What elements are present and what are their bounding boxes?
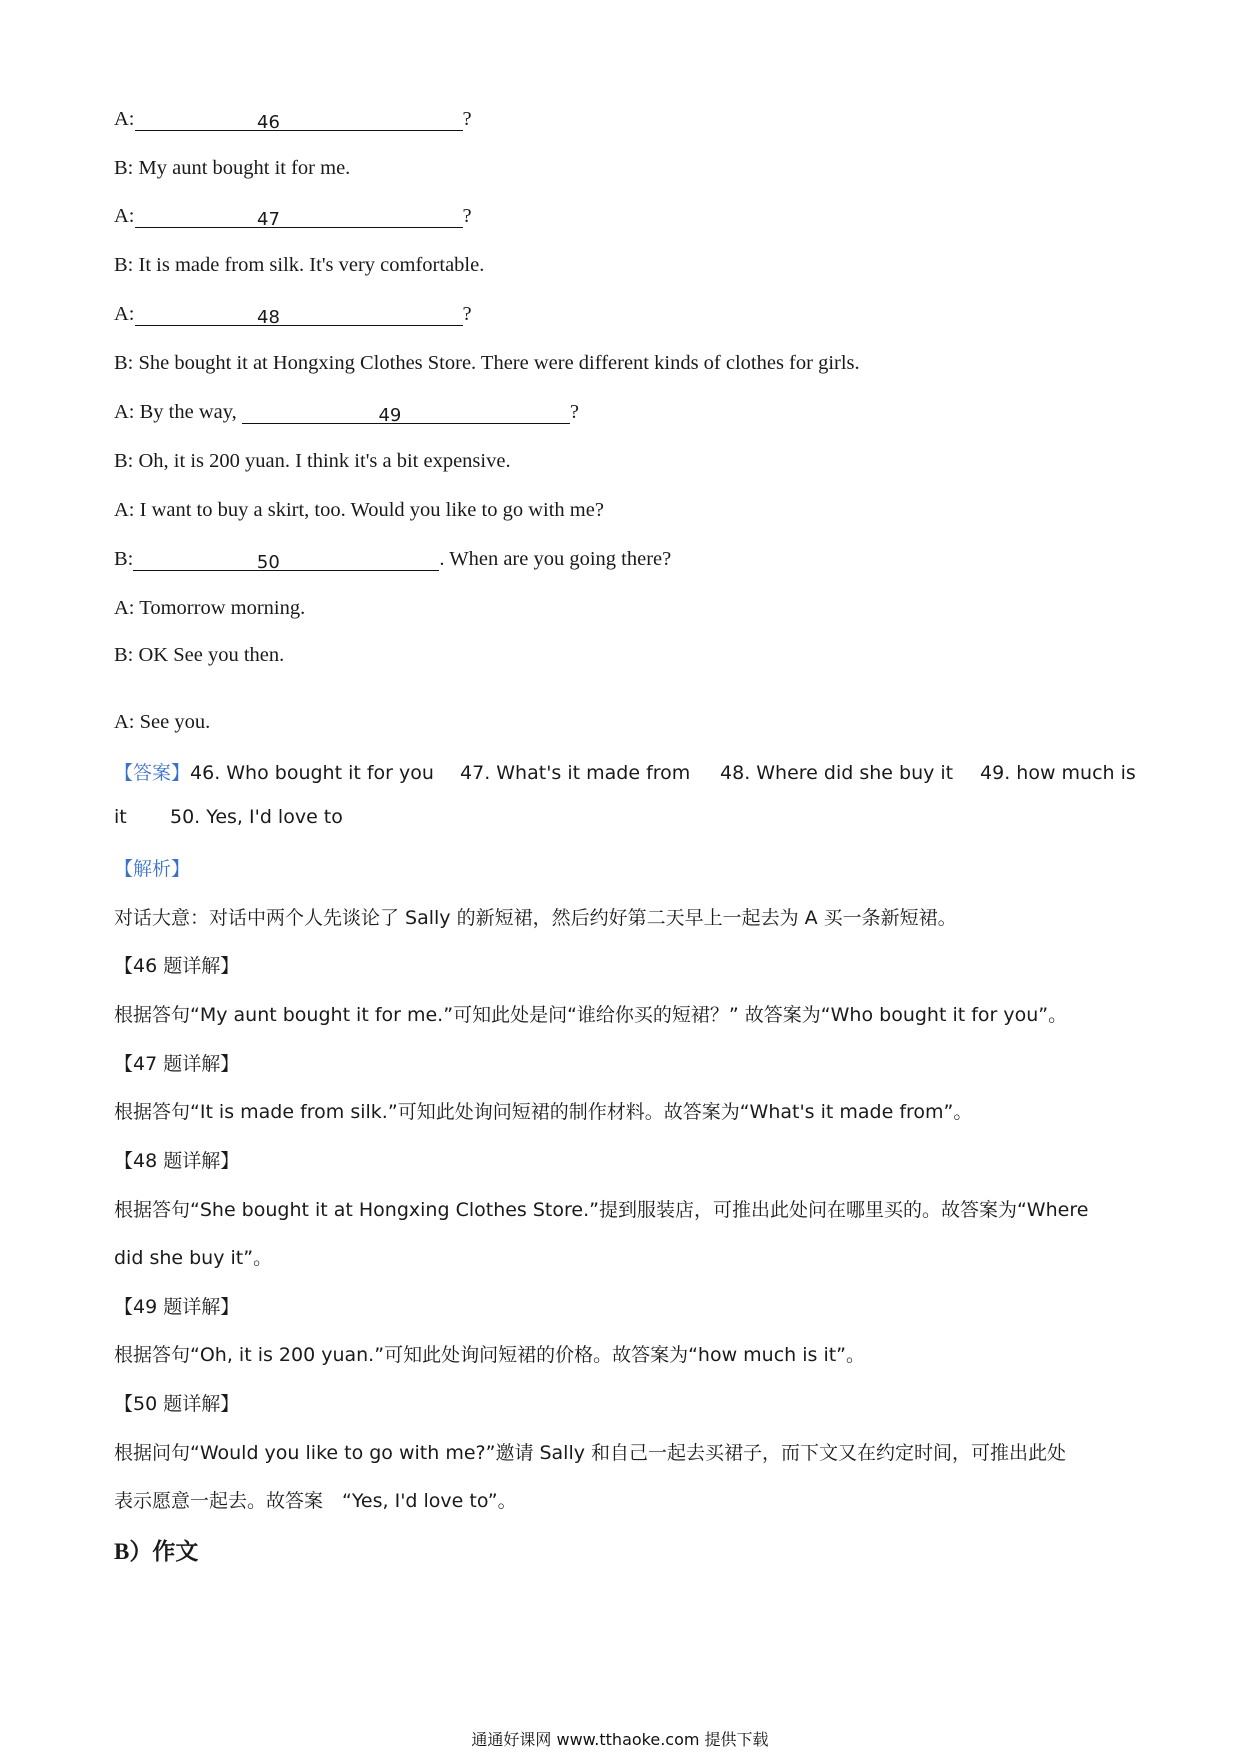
q48-text-continued: did she buy it”。 (114, 1247, 273, 1269)
answer-line (114, 758, 1136, 785)
dialogue-line-50 (114, 548, 671, 571)
dialogue-line: A: I want to buy a skirt, too. Would you like to go with me? (114, 499, 604, 521)
blank-number: 46 (257, 112, 280, 133)
answer-blank-50[interactable] (133, 548, 439, 571)
dialogue-line: B: It is made from silk. It's very comfortable. (114, 254, 485, 276)
analysis-label: 【解析】 (114, 858, 191, 880)
answer-46: 46. Who bought it for you (190, 762, 434, 784)
q48-text: 根据答句“She bought it at Hongxing Clothes Store.”提到服装店，可推出此处问在哪里买的。故答案为“Where (114, 1199, 1089, 1221)
speaker-label: A: (114, 303, 135, 325)
q49-text: 根据答句“Oh, it is 200 yuan.”可知此处询问短裙的价格。故答案为“how much is it”。 (114, 1344, 866, 1366)
dialogue-line: A: Tomorrow morning. (114, 597, 306, 619)
answer-blank-47[interactable] (135, 205, 463, 228)
dialogue-line-48 (114, 303, 472, 326)
answer-blank-48[interactable] (135, 303, 463, 326)
speaker-label: B: (114, 548, 134, 570)
speaker-label: A: (114, 205, 135, 227)
answer-48: 48. Where did she buy it (720, 762, 954, 784)
dialogue-line: B: Oh, it is 200 yuan. I think it's a bit expensive. (114, 450, 511, 472)
dialogue-line: B: My aunt bought it for me. (114, 157, 351, 179)
line-end: . When are you going there? (439, 548, 672, 570)
q46-text: 根据答句“My aunt bought it for me.”可知此处是问“谁给你买的短裙？” 故答案为“Who bought it for you”。 (114, 1004, 1068, 1026)
line-end: ? (462, 205, 472, 227)
analysis-summary: 对话大意：对话中两个人先谈论了 Sally 的新短裙，然后约好第二天早上一起去为 A 买一条新短裙。 (114, 907, 957, 929)
dialogue-line-49 (114, 401, 579, 424)
blank-number: 50 (256, 552, 280, 573)
q46-title: 【46 题详解】 (114, 955, 240, 977)
line-end: ? (462, 303, 472, 325)
q50-text-continued: 表示愿意一起去。故答案 “Yes, I'd love to”。 (114, 1490, 517, 1512)
answer-49-end: it (114, 806, 127, 828)
q50-title: 【50 题详解】 (114, 1393, 240, 1415)
section-b-heading: B）作文 (114, 1539, 199, 1564)
dialogue-line: B: She bought it at Hongxing Clothes Store. There were different kinds of clothes for girls. (114, 352, 860, 374)
q47-text: 根据答句“It is made from silk.”可知此处询问短裙的制作材料。故答案为“What's it made from”。 (114, 1101, 973, 1123)
q50-text: 根据问句“Would you like to go with me?”邀请 Sally 和自己一起去买裙子，而下文又在约定时间，可推出此处 (114, 1442, 1067, 1464)
blank-number: 48 (257, 307, 280, 328)
answer-line-continued (114, 806, 343, 828)
answer-49-start: 49. how much is (980, 762, 1136, 784)
answer-blank-46[interactable] (135, 108, 463, 131)
answer-blank-49[interactable] (242, 401, 570, 424)
answer-47: 47. What's it made from (460, 762, 691, 784)
dialogue-line: A: See you. (114, 711, 211, 733)
speaker-label: A: By the way, (114, 401, 237, 423)
line-end: ? (569, 401, 580, 423)
q48-title: 【48 题详解】 (114, 1150, 240, 1172)
dialogue-line: B: OK See you then. (114, 644, 285, 666)
dialogue-line-47 (114, 205, 472, 228)
blank-number: 47 (257, 209, 280, 230)
answer-50: 50. Yes, I'd love to (170, 806, 343, 828)
answer-label: 【答案】 (114, 762, 191, 784)
line-end: ? (462, 108, 472, 130)
page-footer: 通通好课网 www.tthaoke.com 提供下载 (471, 1730, 769, 1749)
q49-title: 【49 题详解】 (114, 1296, 240, 1318)
q47-title: 【47 题详解】 (114, 1053, 240, 1075)
speaker-label: A: (114, 108, 135, 130)
blank-number: 49 (378, 405, 402, 426)
dialogue-line-46 (114, 108, 472, 131)
